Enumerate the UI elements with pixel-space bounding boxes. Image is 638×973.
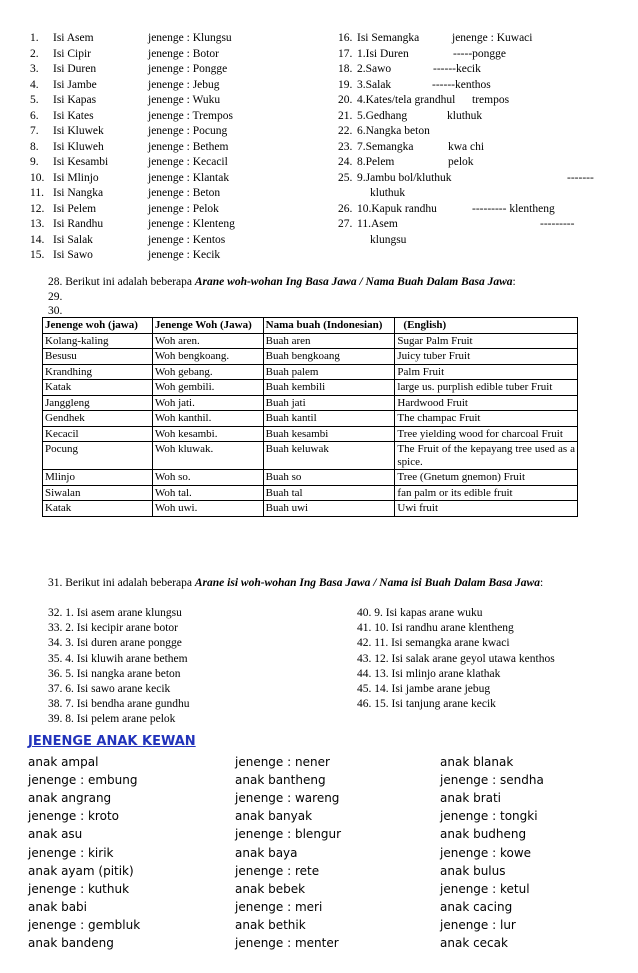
item-name: --------- klentheng bbox=[472, 202, 555, 215]
animal-entry: anak brati bbox=[440, 791, 502, 806]
table-cell: Buah jati bbox=[263, 395, 395, 411]
table-cell: Kecacil bbox=[43, 426, 153, 442]
item-name: jenenge : Kecik bbox=[148, 249, 221, 261]
fruit-names-table bbox=[42, 317, 578, 517]
item-subject: Isi Nangka bbox=[53, 187, 104, 199]
table-cell: Katak bbox=[43, 380, 153, 396]
animal-entry: jenenge : meri bbox=[235, 899, 323, 914]
table-row bbox=[43, 364, 578, 380]
item-number: 25. bbox=[338, 171, 353, 184]
animal-entry: anak bantheng bbox=[235, 773, 326, 788]
item-subject: Isi Pelem bbox=[53, 202, 97, 215]
table-cell: Tree yielding wood for charcoal Fruit bbox=[395, 426, 578, 442]
item-subject: Isi Kates bbox=[53, 109, 94, 122]
table-row bbox=[43, 442, 578, 470]
section-28-heading: 28. Berikut ini adalah beberapa Arane woh-wohan Ing Basa Jawa / Nama Buah Dalam Basa Jawa: bbox=[48, 276, 516, 288]
animal-entry: jenenge : kroto bbox=[28, 809, 119, 824]
table-row bbox=[43, 380, 578, 396]
animal-entry: anak bethik bbox=[235, 917, 306, 932]
animal-entry: anak bebek bbox=[235, 881, 306, 896]
table-cell: Buah kantil bbox=[263, 411, 395, 427]
animal-entry: jenenge : gembluk bbox=[28, 917, 141, 932]
item-number: 4. bbox=[30, 78, 39, 91]
item-name: ------- bbox=[567, 171, 594, 184]
animal-entry: anak cecak bbox=[440, 936, 508, 950]
item-number: 23. bbox=[338, 140, 353, 153]
item-number: 5. bbox=[30, 94, 39, 106]
table-row bbox=[43, 395, 578, 411]
item-name: jenenge : Klungsu bbox=[148, 32, 232, 44]
animal-entry: anak asu bbox=[28, 827, 83, 842]
item-name: kwa chi bbox=[448, 140, 485, 153]
list-item: 32. 1. Isi asem arane klungsu bbox=[48, 607, 182, 619]
table-cell: Buah kembili bbox=[263, 380, 395, 396]
table-cell: Woh gembili. bbox=[152, 380, 263, 396]
table-cell: Krandhing bbox=[43, 364, 153, 380]
item-number: 7. bbox=[30, 125, 39, 137]
item-number: 13. bbox=[30, 218, 45, 230]
table-cell: The Fruit of the kepayang tree used as a spice. bbox=[395, 442, 578, 470]
animal-entry: jenenge : lur bbox=[440, 917, 516, 932]
table-row bbox=[43, 411, 578, 427]
list-item: 35. 4. Isi kluwih arane bethem bbox=[48, 652, 188, 665]
item-name: jenenge : Klantak bbox=[148, 171, 230, 184]
item-name: jenenge : Jebug bbox=[148, 78, 220, 91]
animal-entry: jenenge : blengur bbox=[235, 827, 342, 842]
table-header-cell: (English) bbox=[395, 318, 578, 334]
item-name: pelok bbox=[448, 156, 474, 168]
table-cell: Woh aren. bbox=[152, 333, 263, 349]
table-cell: Sugar Palm Fruit bbox=[395, 333, 578, 349]
table-row bbox=[43, 501, 578, 517]
table-cell: Buah uwi bbox=[263, 501, 395, 517]
table-cell: Woh so. bbox=[152, 470, 263, 486]
item-number: 1. bbox=[30, 32, 39, 44]
animal-entry: anak blanak bbox=[440, 755, 514, 769]
table-cell: Woh uwi. bbox=[152, 501, 263, 517]
table-cell: Janggleng bbox=[43, 395, 153, 411]
list-item: 33. 2. Isi kecipir arane botor bbox=[48, 622, 178, 635]
item-number: 26. bbox=[338, 202, 353, 215]
item-name: jenenge : Kentos bbox=[148, 233, 226, 246]
item-subject: Isi Salak bbox=[53, 233, 93, 246]
item-number: 6. bbox=[30, 109, 39, 122]
animal-entry: jenenge : rete bbox=[235, 863, 320, 878]
table-cell: Woh bengkoang. bbox=[152, 349, 263, 365]
animal-entry: jenenge : wareng bbox=[235, 791, 340, 806]
item-subject: 3.Salak bbox=[357, 78, 392, 91]
list-item: 46. 15. Isi tanjung arane kecik bbox=[357, 698, 496, 711]
table-cell: Tree (Gnetum gnemon) Fruit bbox=[395, 470, 578, 486]
list-item: 40. 9. Isi kapas arane wuku bbox=[357, 607, 483, 619]
item-subject: 6.Nangka beton bbox=[357, 125, 430, 137]
item-number: 10. bbox=[30, 171, 45, 184]
table-cell: Woh kanthil. bbox=[152, 411, 263, 427]
item-number: 21. bbox=[338, 109, 353, 122]
item-number: 17. bbox=[338, 47, 353, 60]
item-number: 9. bbox=[30, 156, 39, 168]
animal-entry: anak baya bbox=[235, 845, 298, 860]
table-cell: Woh jati. bbox=[152, 395, 263, 411]
item-subject: kluthuk bbox=[370, 187, 406, 199]
animal-entry: anak ayam (pitik) bbox=[28, 863, 134, 878]
animal-entry: anak cacing bbox=[440, 899, 513, 914]
item-subject: Isi Cipir bbox=[53, 47, 92, 60]
item-name: jenenge : Kecacil bbox=[148, 156, 228, 168]
item-number: 20. bbox=[338, 94, 353, 106]
table-cell: Kolang-kaling bbox=[43, 333, 153, 349]
table-cell: Uwi fruit bbox=[395, 501, 578, 517]
table-cell: Gendhek bbox=[43, 411, 153, 427]
animal-entry: anak budheng bbox=[440, 827, 527, 842]
animal-entry: jenenge : kuthuk bbox=[28, 881, 130, 896]
table-cell: Besusu bbox=[43, 349, 153, 365]
animal-entry: jenenge : ketul bbox=[440, 881, 530, 896]
animal-entry: anak bulus bbox=[440, 863, 506, 878]
item-name: jenenge : Pocung bbox=[148, 125, 228, 137]
table-cell: Woh kluwak. bbox=[152, 442, 263, 470]
table-header-row bbox=[43, 318, 578, 334]
item-number: 18. bbox=[338, 63, 353, 75]
item-name: jenenge : Klenteng bbox=[148, 218, 235, 230]
item-30: 30. bbox=[48, 305, 63, 317]
item-subject: Isi Sawo bbox=[53, 249, 93, 261]
table-cell: Buah keluwak bbox=[263, 442, 395, 470]
list-item: 34. 3. Isi duren arane pongge bbox=[48, 637, 182, 650]
table-cell: Katak bbox=[43, 501, 153, 517]
item-number: 11. bbox=[30, 187, 44, 199]
item-subject: 8.Pelem bbox=[357, 156, 395, 168]
animal-entry: jenenge : nener bbox=[235, 755, 330, 769]
item-subject: 1.Isi Duren bbox=[357, 47, 409, 60]
item-number: 16. bbox=[338, 32, 353, 44]
animal-entry: anak ampal bbox=[28, 755, 99, 769]
animal-entry: jenenge : kirik bbox=[28, 845, 114, 860]
list-item: 42. 11. Isi semangka arane kwaci bbox=[357, 637, 510, 650]
animal-entry: anak babi bbox=[28, 899, 87, 914]
item-subject: Isi Semangka bbox=[357, 32, 420, 44]
animal-entry: anak bandeng bbox=[28, 936, 114, 950]
item-subject: Isi Kluweh bbox=[53, 140, 104, 153]
list-item: 41. 10. Isi randhu arane klentheng bbox=[357, 622, 514, 635]
table-cell: Buah palem bbox=[263, 364, 395, 380]
table-row bbox=[43, 485, 578, 501]
item-name: jenenge : Kuwaci bbox=[452, 32, 533, 44]
item-subject: Isi Asem bbox=[53, 32, 94, 44]
item-name: -----pongge bbox=[453, 47, 507, 60]
table-cell: Buah tal bbox=[263, 485, 395, 501]
item-subject: 10.Kapuk randhu bbox=[357, 202, 437, 215]
animal-entry: jenenge : embung bbox=[28, 773, 138, 788]
list-item: 44. 13. Isi mlinjo arane klathak bbox=[357, 667, 501, 680]
animal-entry: anak angrang bbox=[28, 791, 112, 806]
table-cell: Hardwood Fruit bbox=[395, 395, 578, 411]
table-cell: Mlinjo bbox=[43, 470, 153, 486]
item-subject: klungsu bbox=[370, 233, 407, 246]
animal-entry: jenenge : tongki bbox=[440, 809, 538, 824]
list-item: 36. 5. Isi nangka arane beton bbox=[48, 667, 181, 680]
table-header-cell: Jenenge woh (jawa) bbox=[43, 318, 153, 334]
list-item: 38. 7. Isi bendha arane gundhu bbox=[48, 698, 190, 711]
table-cell: Pocung bbox=[43, 442, 153, 470]
table-header-cell: Jenenge Woh (Jawa) bbox=[152, 318, 263, 334]
item-number: 27. bbox=[338, 218, 353, 230]
item-29: 29. bbox=[48, 291, 63, 303]
item-name: jenenge : Trempos bbox=[148, 109, 233, 122]
table-cell: fan palm or its edible fruit bbox=[395, 485, 578, 501]
animal-entry: jenenge : sendha bbox=[440, 773, 544, 788]
table-row bbox=[43, 349, 578, 365]
item-number: 19. bbox=[338, 78, 353, 91]
item-number: 24. bbox=[338, 156, 353, 168]
item-subject: Isi Jambe bbox=[53, 78, 97, 91]
table-row bbox=[43, 470, 578, 486]
animal-entry: anak banyak bbox=[235, 809, 313, 824]
table-cell: Woh kesambi. bbox=[152, 426, 263, 442]
table-cell: large us. purplish edible tuber Fruit bbox=[395, 380, 578, 396]
item-subject: 9.Jambu bol/kluthuk bbox=[357, 171, 452, 184]
table-cell: Buah aren bbox=[263, 333, 395, 349]
table-cell: Buah so bbox=[263, 470, 395, 486]
item-name: jenenge : Pelok bbox=[148, 202, 219, 215]
table-cell: Palm Fruit bbox=[395, 364, 578, 380]
list-item: 39. 8. Isi pelem arane pelok bbox=[48, 713, 176, 726]
item-name: ------kecik bbox=[433, 63, 481, 75]
table-cell: Woh gebang. bbox=[152, 364, 263, 380]
item-number: 3. bbox=[30, 63, 39, 75]
table-row bbox=[43, 426, 578, 442]
item-number: 14. bbox=[30, 233, 45, 246]
table-cell: Buah kesambi bbox=[263, 426, 395, 442]
item-number: 22. bbox=[338, 125, 353, 137]
list-item: 45. 14. Isi jambe arane jebug bbox=[357, 683, 491, 695]
list-item: 37. 6. Isi sawo arane kecik bbox=[48, 683, 171, 695]
table-cell: Woh tal. bbox=[152, 485, 263, 501]
table-row bbox=[43, 333, 578, 349]
item-name: ------kenthos bbox=[432, 78, 491, 91]
table-cell: Siwalan bbox=[43, 485, 153, 501]
item-name: jenenge : Pongge bbox=[148, 63, 228, 75]
item-name: jenenge : Bethem bbox=[148, 140, 229, 153]
item-number: 12. bbox=[30, 202, 45, 215]
item-subject: Isi Mlinjo bbox=[53, 171, 99, 184]
item-subject: Isi Kesambi bbox=[53, 156, 109, 168]
item-name: kluthuk bbox=[447, 109, 483, 122]
table-cell: The champac Fruit bbox=[395, 411, 578, 427]
item-subject: 5.Gedhang bbox=[357, 109, 408, 122]
item-subject: 7.Semangka bbox=[357, 140, 414, 153]
item-number: 8. bbox=[30, 140, 39, 153]
section-31-heading: 31. Berikut ini adalah beberapa Arane isi woh-wohan Ing Basa Jawa / Nama isi Buah Dalam Basa Jawa: bbox=[48, 577, 544, 589]
animal-entry: jenenge : kowe bbox=[440, 845, 532, 860]
item-name: trempos bbox=[472, 94, 510, 106]
item-name: jenenge : Beton bbox=[148, 187, 221, 199]
item-number: 2. bbox=[30, 47, 39, 60]
item-subject: 2.Sawo bbox=[357, 63, 392, 75]
item-name: jenenge : Wuku bbox=[148, 94, 221, 106]
item-subject: Isi Randhu bbox=[53, 218, 104, 230]
item-name: --------- bbox=[540, 218, 575, 230]
item-number: 15. bbox=[30, 249, 45, 261]
item-subject: Isi Duren bbox=[53, 63, 97, 75]
item-subject: 11.Asem bbox=[357, 218, 398, 230]
item-subject: 4.Kates/tela grandhul bbox=[357, 94, 456, 106]
list-item: 43. 12. Isi salak arane geyol utawa kenthos bbox=[357, 652, 555, 665]
item-name: jenenge : Botor bbox=[148, 47, 219, 60]
item-subject: Isi Kluwek bbox=[53, 125, 104, 137]
table-header-cell: Nama buah (Indonesian) bbox=[263, 318, 395, 334]
table-cell: Juicy tuber Fruit bbox=[395, 349, 578, 365]
section-title-anak-kewan: JENENGE ANAK KEWAN bbox=[28, 734, 196, 749]
item-subject: Isi Kapas bbox=[53, 94, 97, 106]
animal-entry: jenenge : menter bbox=[235, 936, 339, 950]
table-cell: Buah bengkoang bbox=[263, 349, 395, 365]
